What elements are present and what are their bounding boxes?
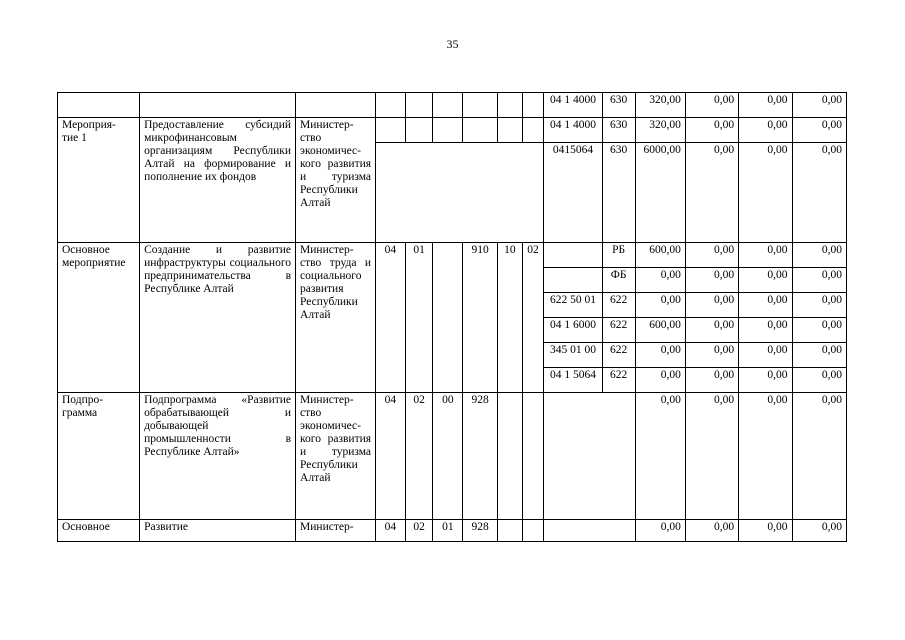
value-cell: 0,00: [792, 343, 847, 368]
value-cell: 0,00: [635, 520, 685, 542]
value-cell: 6000,00: [635, 143, 685, 243]
target-code-cell: 345 01 00: [544, 343, 602, 368]
value-cell: 0,00: [792, 393, 847, 520]
table-row: [58, 520, 847, 542]
target-code-cell: 04 1 4000: [544, 118, 602, 143]
value-cell: 0,00: [739, 243, 792, 268]
row-type-cell: Основное: [58, 520, 140, 542]
row-name-cell: Создание и развитие инфраструктуры социального предпринимательства в Республике Алтай: [140, 243, 296, 393]
value-cell: 0,00: [685, 118, 738, 143]
target-code-cell: [544, 268, 602, 293]
target-code-cell: 04 1 4000: [544, 93, 602, 118]
expense-type-cell: 630: [602, 143, 635, 243]
value-cell: 0,00: [792, 143, 847, 243]
value-cell: 0,00: [685, 93, 738, 118]
grbs-cell: 04: [376, 520, 406, 542]
value-cell: 0,00: [685, 393, 738, 520]
table-row: [58, 243, 847, 268]
table-row: [58, 93, 847, 118]
value-cell: 0,00: [792, 368, 847, 393]
row-name-cell: Предоставление субсидий микрофинансовым организациям Республики Алтай на формирование и пополнение их фондов: [140, 118, 296, 243]
value-cell: 0,00: [792, 318, 847, 343]
row-type-cell: Мероприя- тие 1: [58, 118, 140, 243]
executor-cell: Министер- ство экономичес- кого развития и туризма Республики Алтай: [296, 393, 376, 520]
expense-type-cell: ФБ: [602, 268, 635, 293]
grbs-cell: 04: [376, 243, 406, 393]
value-cell: 0,00: [635, 343, 685, 368]
table-row: [58, 393, 847, 520]
value-cell: 0,00: [792, 293, 847, 318]
row-name-cell: Развитие: [140, 520, 296, 542]
value-cell: 0,00: [739, 393, 792, 520]
value-cell: 0,00: [635, 368, 685, 393]
value-cell: 600,00: [635, 318, 685, 343]
row-name-cell: Подпрограмма «Развитие обрабатывающей и добывающей промышленности в Республике Алтай»: [140, 393, 296, 520]
section-cell: 02: [405, 520, 433, 542]
expense-type-cell: 622: [602, 343, 635, 368]
subsection-cell: 00: [433, 393, 463, 520]
value-cell: 0,00: [792, 268, 847, 293]
value-cell: 0,00: [739, 268, 792, 293]
expense-type-cell: 622: [602, 368, 635, 393]
code-b-cell: 02: [522, 243, 544, 393]
ministry-code-cell: 910: [463, 243, 498, 393]
value-cell: 0,00: [739, 143, 792, 243]
value-cell: 320,00: [635, 93, 685, 118]
value-cell: 0,00: [739, 293, 792, 318]
ministry-code-cell: 928: [463, 393, 498, 520]
target-code-cell: 0415064: [544, 143, 602, 243]
value-cell: 0,00: [685, 343, 738, 368]
value-cell: 0,00: [685, 368, 738, 393]
value-cell: 0,00: [792, 520, 847, 542]
value-cell: 0,00: [635, 293, 685, 318]
expense-type-cell: 630: [602, 93, 635, 118]
expense-type-cell: 630: [602, 118, 635, 143]
row-type-cell: Подпро- грамма: [58, 393, 140, 520]
target-code-cell: 04 1 6000: [544, 318, 602, 343]
section-cell: 02: [405, 393, 433, 520]
value-cell: 0,00: [635, 393, 685, 520]
executor-cell: Министер-: [296, 520, 376, 542]
executor-cell: Министер- ство труда и социального развития Республики Алтай: [296, 243, 376, 393]
expense-type-cell: РБ: [602, 243, 635, 268]
value-cell: 0,00: [739, 520, 792, 542]
value-cell: 0,00: [685, 268, 738, 293]
subsection-cell: 01: [433, 520, 463, 542]
value-cell: 320,00: [635, 118, 685, 143]
section-cell: 01: [405, 243, 433, 393]
expense-type-cell: 622: [602, 318, 635, 343]
value-cell: 0,00: [739, 343, 792, 368]
budget-table: [57, 92, 847, 542]
expense-type-cell: 622: [602, 293, 635, 318]
target-code-cell: [544, 243, 602, 268]
value-cell: 0,00: [792, 118, 847, 143]
value-cell: 0,00: [739, 93, 792, 118]
table-row: [58, 118, 847, 143]
value-cell: 0,00: [685, 293, 738, 318]
executor-cell: Министер- ство экономичес- кого развития и туризма Республики Алтай: [296, 118, 376, 243]
ministry-code-cell: 928: [463, 520, 498, 542]
value-cell: 0,00: [792, 243, 847, 268]
value-cell: 0,00: [739, 318, 792, 343]
subsection-cell: [433, 243, 463, 393]
value-cell: 0,00: [685, 143, 738, 243]
target-code-cell: 622 50 01: [544, 293, 602, 318]
target-code-cell: 04 1 5064: [544, 368, 602, 393]
value-cell: 0,00: [635, 268, 685, 293]
value-cell: 600,00: [635, 243, 685, 268]
value-cell: 0,00: [685, 243, 738, 268]
page-number: 35: [446, 37, 459, 51]
code-a-cell: 10: [498, 243, 523, 393]
value-cell: 0,00: [739, 118, 792, 143]
value-cell: 0,00: [685, 318, 738, 343]
value-cell: 0,00: [739, 368, 792, 393]
value-cell: 0,00: [685, 520, 738, 542]
grbs-cell: 04: [376, 393, 406, 520]
value-cell: 0,00: [792, 93, 847, 118]
row-type-cell: Основное мероприятие: [58, 243, 140, 393]
